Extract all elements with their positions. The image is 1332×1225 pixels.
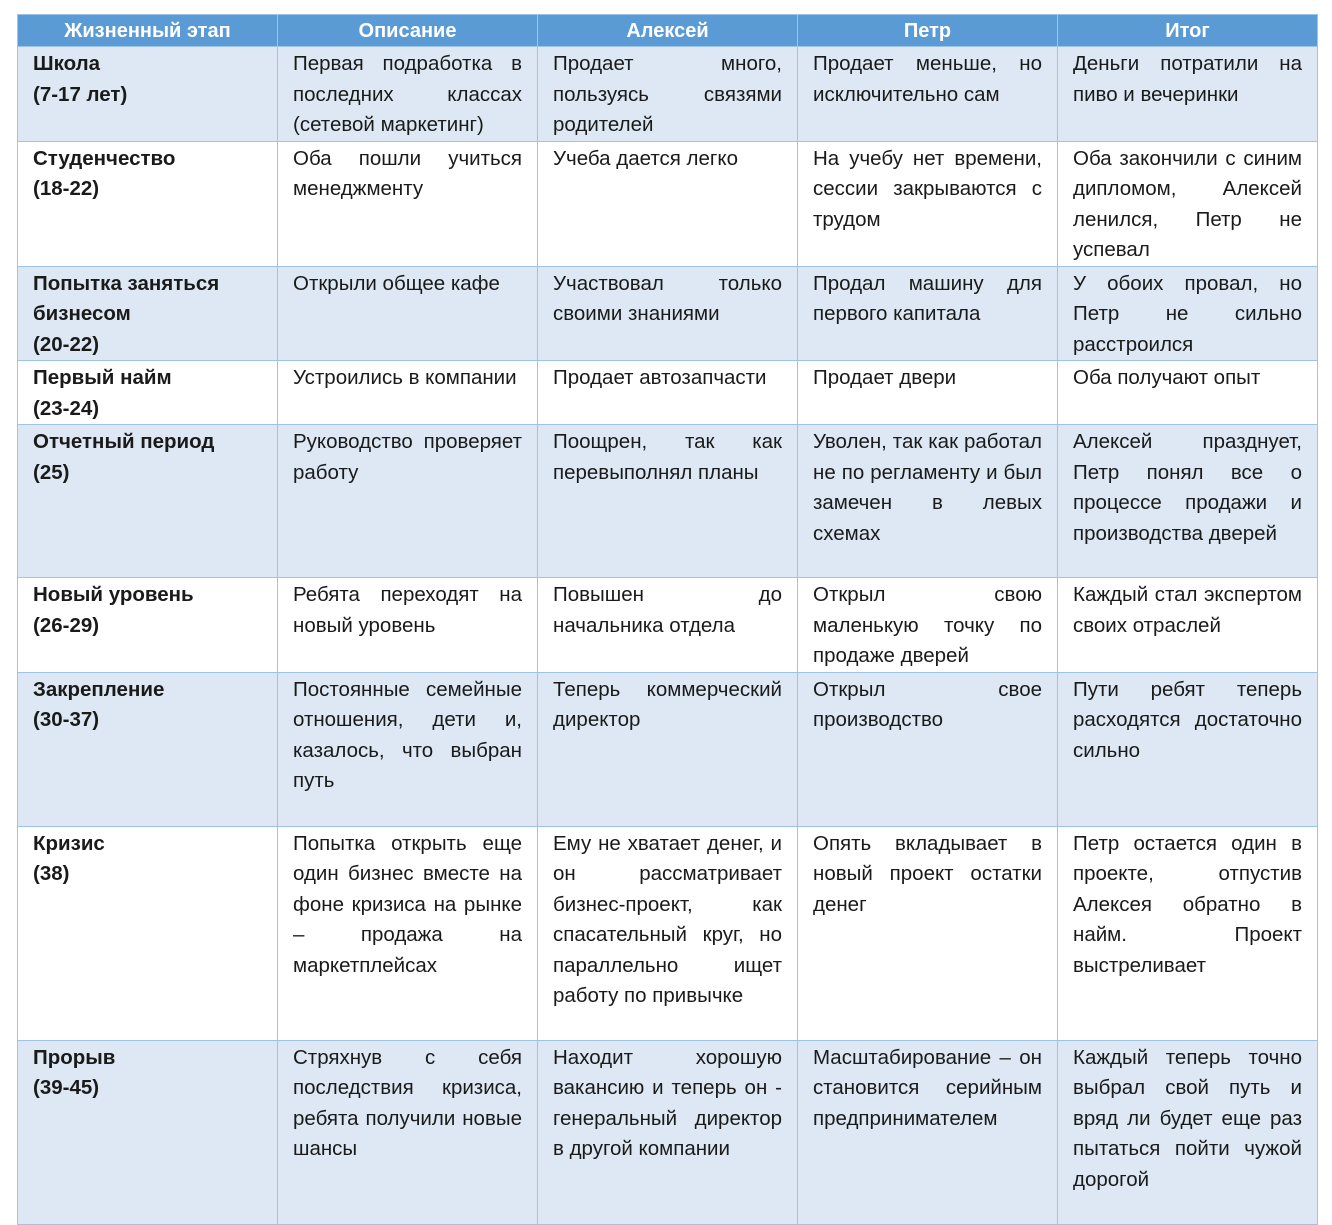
result-cell: Каждый стал экспертом своих отраслей (1058, 578, 1318, 673)
petr-cell: Продал машину для первого капитала (798, 266, 1058, 361)
stage-age: (23-24) (33, 396, 100, 420)
stage-age: (39-45) (33, 1076, 100, 1099)
stage-age: (20-22) (33, 332, 100, 356)
result-cell: Деньги потратили на пиво и вечеринки (1058, 47, 1318, 142)
alexey-cell: Учеба дается легко (538, 141, 798, 266)
header-alexey: Алексей (538, 15, 798, 47)
stage-name: Новый уровень (33, 583, 194, 606)
header-petr: Петр (798, 15, 1058, 47)
table-row (18, 266, 1318, 361)
stage-age: (18-22) (33, 177, 100, 200)
stage-cell (18, 672, 278, 826)
stage-age: (25) (33, 460, 70, 484)
stage-name: Школа (33, 52, 101, 75)
stage-cell (18, 1040, 278, 1224)
table-row (18, 672, 1318, 826)
stage-name: Закрепление (33, 677, 165, 701)
alexey-cell: Поощрен, так как перевыполнял планы (538, 425, 798, 578)
alexey-cell: Повышен до начальника отдела (538, 578, 798, 673)
stage-age: (7-17 лет) (33, 82, 128, 106)
description-cell: Оба пошли учиться менеджменту (278, 141, 538, 266)
table-row (18, 826, 1318, 1040)
stage-cell (18, 826, 278, 1040)
stage-name: Первый найм (33, 366, 172, 389)
petr-cell: Продает двери (798, 361, 1058, 425)
petr-cell: Продает меньше, но исключительно сам (798, 47, 1058, 142)
header-description: Описание (278, 15, 538, 47)
petr-cell: Открыл свою маленькую точку по продаже дверей (798, 578, 1058, 673)
description-cell: Устроились в компании (278, 361, 538, 425)
petr-cell: Открыл свое производство (798, 672, 1058, 826)
petr-cell: Уволен, так как работал не по регламенту и был замечен в левых схемах (798, 425, 1058, 578)
stage-cell (18, 361, 278, 425)
description-cell: Открыли общее кафе (278, 266, 538, 361)
description-cell: Ребята переходят на новый уровень (278, 578, 538, 673)
stage-cell (18, 425, 278, 578)
header-row (18, 15, 1318, 47)
stage-name: Отчетный период (33, 430, 215, 453)
table-row (18, 47, 1318, 142)
alexey-cell: Продает много, пользуясь связями родителей (538, 47, 798, 142)
stage-age: (26-29) (33, 613, 100, 637)
alexey-cell: Участвовал только своими знаниями (538, 266, 798, 361)
stage-name: Попытка заняться бизнесом (33, 271, 220, 325)
stage-cell (18, 266, 278, 361)
stage-name: Прорыв (33, 1045, 116, 1069)
alexey-cell: Теперь коммерческий директор (538, 672, 798, 826)
stage-cell (18, 578, 278, 673)
petr-cell: Масштабирование – он становится серийным предпринимателем (798, 1040, 1058, 1224)
stage-cell (18, 47, 278, 142)
description-cell: Постоянные семейные отношения, дети и, казалось, что выбран путь (278, 672, 538, 826)
life-stages-table (17, 14, 1318, 1225)
description-cell: Первая подработка в последних классах (сетевой маркетинг) (278, 47, 538, 142)
header-stage: Жизненный этап (18, 15, 278, 47)
table-row (18, 425, 1318, 578)
table-row (18, 578, 1318, 673)
stage-age: (30-37) (33, 708, 100, 731)
alexey-cell: Продает автозапчасти (538, 361, 798, 425)
alexey-cell: Ему не хватает денег, и он рассматривает бизнес-проект, как спасательный круг, но параллельно ищет работу по привычке (538, 826, 798, 1040)
result-cell: Оба закончили с синим дипломом, Алексей ленился, Петр не успевал (1058, 141, 1318, 266)
result-cell: Каждый теперь точно выбрал свой путь и вряд ли будет еще раз пытаться пойти чужой дорогой (1058, 1040, 1318, 1224)
result-cell: Пути ребят теперь расходятся достаточно сильно (1058, 672, 1318, 826)
stage-name: Кризис (33, 831, 105, 855)
result-cell: У обоих провал, но Петр не сильно расстроился (1058, 266, 1318, 361)
description-cell: Руководство проверяет работу (278, 425, 538, 578)
description-cell: Стряхнув с себя последствия кризиса, ребята получили новые шансы (278, 1040, 538, 1224)
petr-cell: На учебу нет времени, сессии закрываются с трудом (798, 141, 1058, 266)
stage-name: Студенчество (33, 146, 176, 170)
alexey-cell: Находит хорошую вакансию и теперь он - генеральный директор в другой компании (538, 1040, 798, 1224)
petr-cell: Опять вкладывает в новый проект остатки денег (798, 826, 1058, 1040)
result-cell: Петр остается один в проекте, отпустив Алексея обратно в найм. Проект выстреливает (1058, 826, 1318, 1040)
result-cell: Алексей празднует, Петр понял все о процессе продажи и производства дверей (1058, 425, 1318, 578)
stage-cell (18, 141, 278, 266)
table-row (18, 361, 1318, 425)
table-row (18, 141, 1318, 266)
stage-age: (38) (33, 862, 70, 885)
table-row (18, 1040, 1318, 1224)
header-result: Итог (1058, 15, 1318, 47)
result-cell: Оба получают опыт (1058, 361, 1318, 425)
description-cell: Попытка открыть еще один бизнес вместе на фоне кризиса на рынке – продажа на маркетплейсах (278, 826, 538, 1040)
